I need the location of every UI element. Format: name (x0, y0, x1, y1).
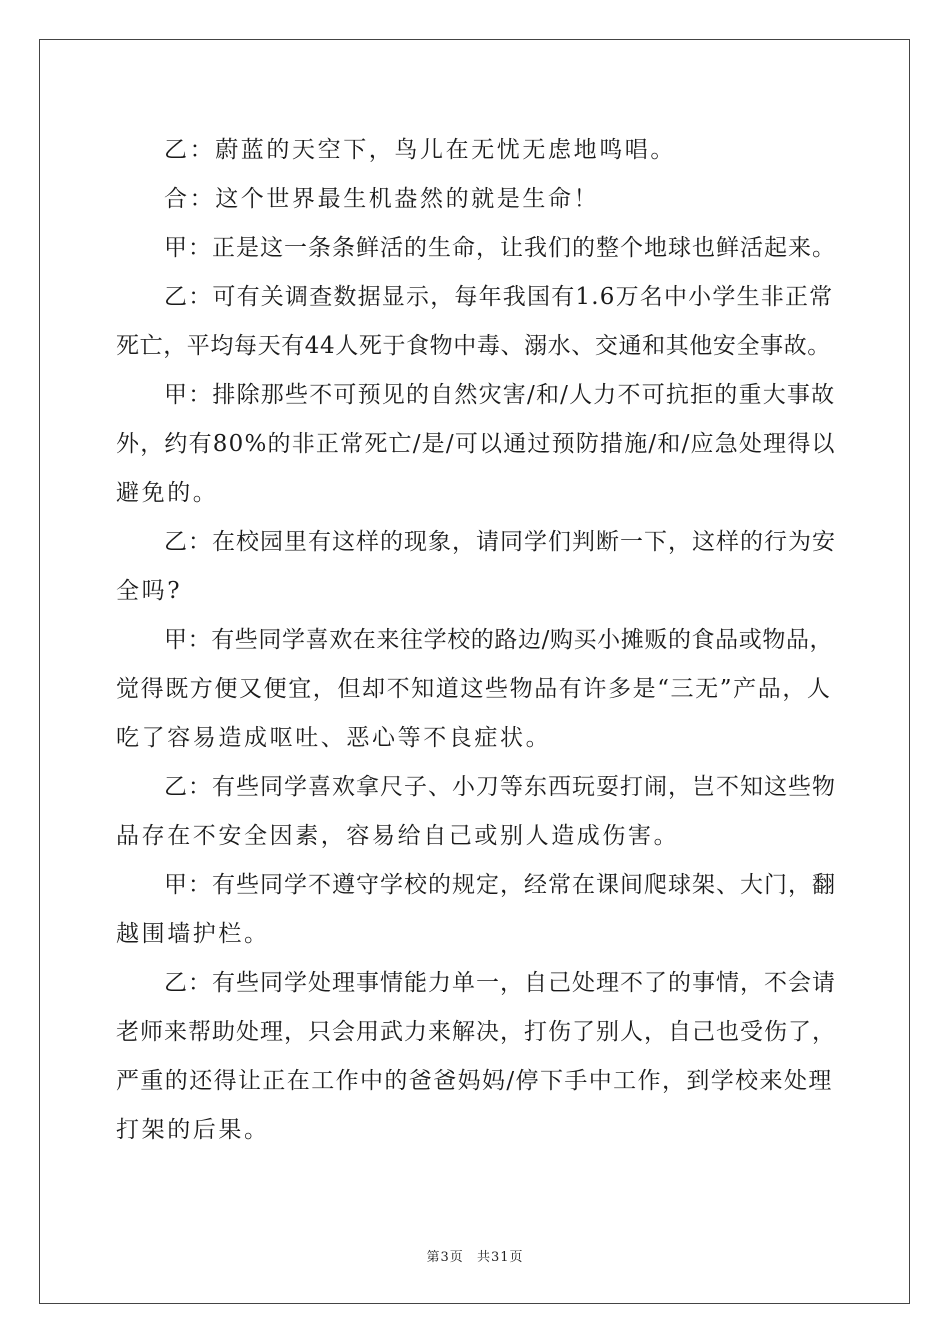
paragraph-line: 品存在不安全因素，容易给自己或别人造成伤害。 (116, 823, 680, 849)
dialogue-paragraph (116, 224, 836, 273)
paragraph-line: 严重的还得让正在工作中的爸爸妈妈/停下手中工作，到学校来处理 (116, 1068, 833, 1094)
paragraph-line: 吃了容易造成呕吐、恶心等不良症状。 (116, 725, 552, 751)
page-footer (0, 1246, 950, 1265)
paragraph-line: 合：这个世界最生机盎然的就是生命！ (164, 186, 600, 212)
paragraph-line: 甲：有些同学不遵守学校的规定，经常在课间爬球架、大门，翻 (164, 872, 836, 898)
paragraph-line: 乙：蔚蓝的天空下，鸟儿在无忧无虑地鸣唱。 (164, 137, 676, 163)
paragraph-line: 避免的。 (116, 480, 219, 506)
paragraph-line: 觉得既方便又便宜，但却不知道这些物品有许多是“三无”产品，人 (116, 676, 832, 702)
paragraph-line: 打架的后果。 (116, 1117, 270, 1143)
document-body (116, 126, 836, 1155)
paragraph-line: 甲：有些同学喜欢在来往学校的路边/购买小摊贩的食品或物品， (164, 627, 834, 653)
paragraph-line: 乙：有些同学处理事情能力单一，自己处理不了的事情，不会请 (164, 970, 836, 996)
dialogue-paragraph (116, 763, 836, 861)
paragraph-line: 乙：可有关调查数据显示，每年我国有1.6万名中小学生非正常 (164, 284, 834, 310)
paragraph-line: 乙：有些同学喜欢拿尺子、小刀等东西玩耍打闹，岂不知这些物 (164, 774, 836, 800)
paragraph-line: 外，约有80%的非正常死亡/是/可以通过预防措施/和/应急处理得以 (116, 431, 836, 457)
paragraph-line: 死亡，平均每天有44人死于食物中毒、溺水、交通和其他安全事故。 (116, 333, 831, 359)
paragraph-line: 甲：排除那些不可预见的自然灾害/和/人力不可抗拒的重大事故 (164, 382, 836, 408)
page-number: 第3页 (426, 1250, 464, 1265)
paragraph-line: 甲：正是这一条条鲜活的生命，让我们的整个地球也鲜活起来。 (164, 235, 836, 261)
paragraph-line: 全吗? (116, 578, 183, 604)
paragraph-line: 乙：在校园里有这样的现象，请同学们判断一下，这样的行为安 (164, 529, 836, 555)
dialogue-paragraph (116, 861, 836, 959)
dialogue-paragraph (116, 616, 836, 763)
page-total: 共31页 (476, 1250, 524, 1265)
paragraph-line: 越围墙护栏。 (116, 921, 270, 947)
dialogue-paragraph (116, 959, 836, 1155)
dialogue-paragraph (116, 126, 836, 175)
paragraph-line: 老师来帮助处理，只会用武力来解决，打伤了别人，自己也受伤了， (116, 1019, 836, 1045)
dialogue-paragraph (116, 175, 836, 224)
dialogue-paragraph (116, 518, 836, 616)
dialogue-paragraph (116, 273, 836, 371)
dialogue-paragraph (116, 371, 836, 518)
